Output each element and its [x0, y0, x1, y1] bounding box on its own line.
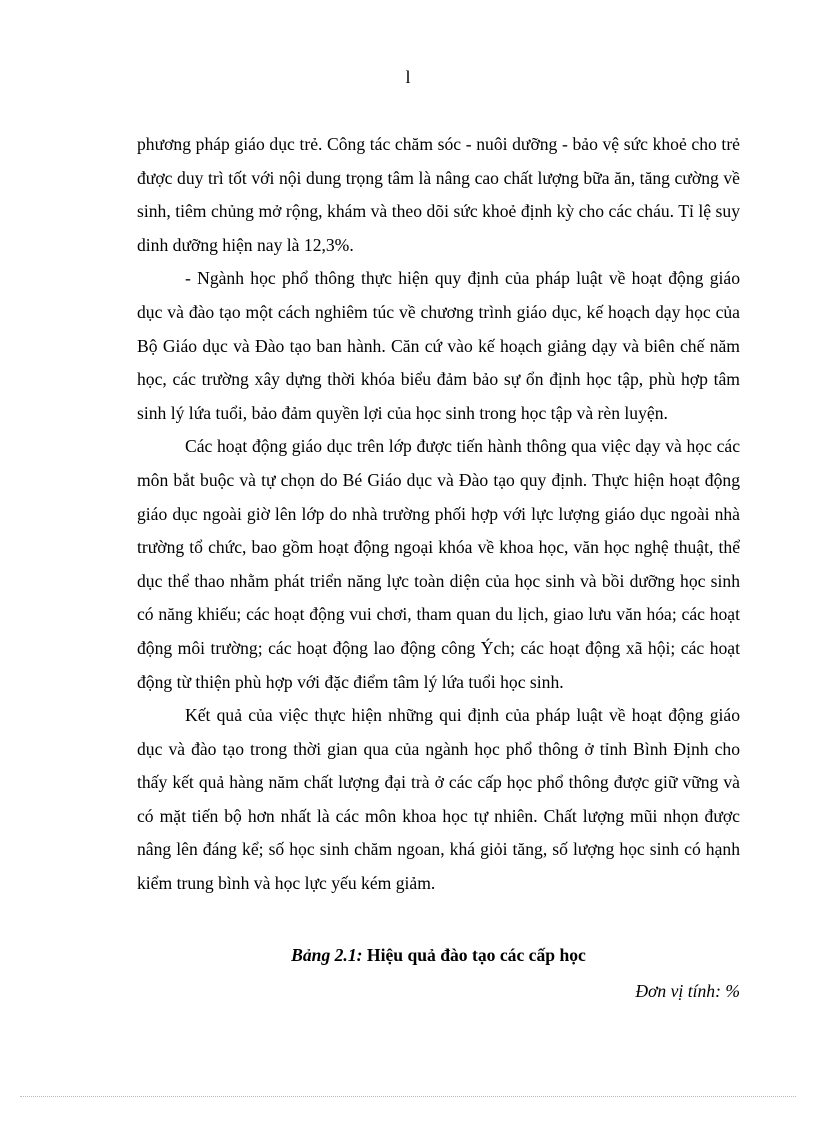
table-caption-title: Hiệu quả đào tạo các cấp học	[362, 945, 586, 965]
table-caption-label: Bảng 2.1:	[291, 945, 363, 965]
unit-note: Đơn vị tính: %	[635, 981, 740, 1001]
document-body	[137, 128, 740, 901]
paragraph-3: Các hoạt động giáo dục trên lớp được tiến hành thông qua việc dạy và học các môn bắt buộc và tự chọn do Bé Giáo dục và Đào tạo quy định. Thực hiện hoạt động giáo dục ngoài giờ lên lớp do nhà trường phối hợp với lực lượng giáo dục ngoài nhà trường tổ chức, bao gồm hoạt động ngoại khóa về khoa học, văn học nghệ thuật, thể dục thể thao nhằm phát triển năng lực toàn diện của học sinh và bồi dưỡng học sinh có năng khiếu; các hoạt động vui chơi, tham quan du lịch, giao lưu văn hóa; các hoạt động môi trường; các hoạt động lao động công Ých; các hoạt động xã hội; các hoạt động từ thiện phù hợp với đặc điểm tâm lý lứa tuổi học sinh.	[137, 436, 740, 692]
page-number: l	[405, 67, 411, 87]
paragraph-1: phương pháp giáo dục trẻ. Công tác chăm sóc - nuôi dưỡng - bảo vệ sức khoẻ cho trẻ được duy trì tốt với nội dung trọng tâm là nâng cao chất lượng bữa ăn, tăng cường về sinh, tiêm chủng mở rộng, khám và theo dõi sức khoẻ định kỳ cho các cháu. Tỉ lệ suy dinh dưỡng hiện nay là 12,3%.	[137, 134, 740, 255]
paragraph-4: Kết quả của việc thực hiện những qui định của pháp luật về hoạt động giáo dục và đào tạo trong thời gian qua của ngành học phổ thông ở tỉnh Bình Định cho thấy kết quả hàng năm chất lượng đại trà ở các cấp học phổ thông được giữ vững và có mặt tiến bộ hơn nhất là các môn khoa học tự nhiên. Chất lượng mũi nhọn được nâng lên đáng kể; số học sinh chăm ngoan, khá giỏi tăng, số lượng học sinh có hạnh kiểm trung bình và học lực yếu kém giảm.	[137, 705, 740, 894]
paragraph-2: - Ngành học phổ thông thực hiện quy định của pháp luật về hoạt động giáo dục và đào tạo một cách nghiêm túc về chương trình giáo dục, kế hoạch dạy học của Bộ Giáo dục và Đào tạo ban hành. Căn cứ vào kế hoạch giảng dạy và biên chế năm học, các trường xây dựng thời khóa biểu đảm bảo sự ổn định học tập, phù hợp tâm sinh lý lứa tuổi, bảo đảm quyền lợi của học sinh trong học tập và rèn luyện.	[137, 268, 740, 423]
page-bottom-divider	[20, 1096, 796, 1097]
table-caption	[137, 940, 740, 970]
